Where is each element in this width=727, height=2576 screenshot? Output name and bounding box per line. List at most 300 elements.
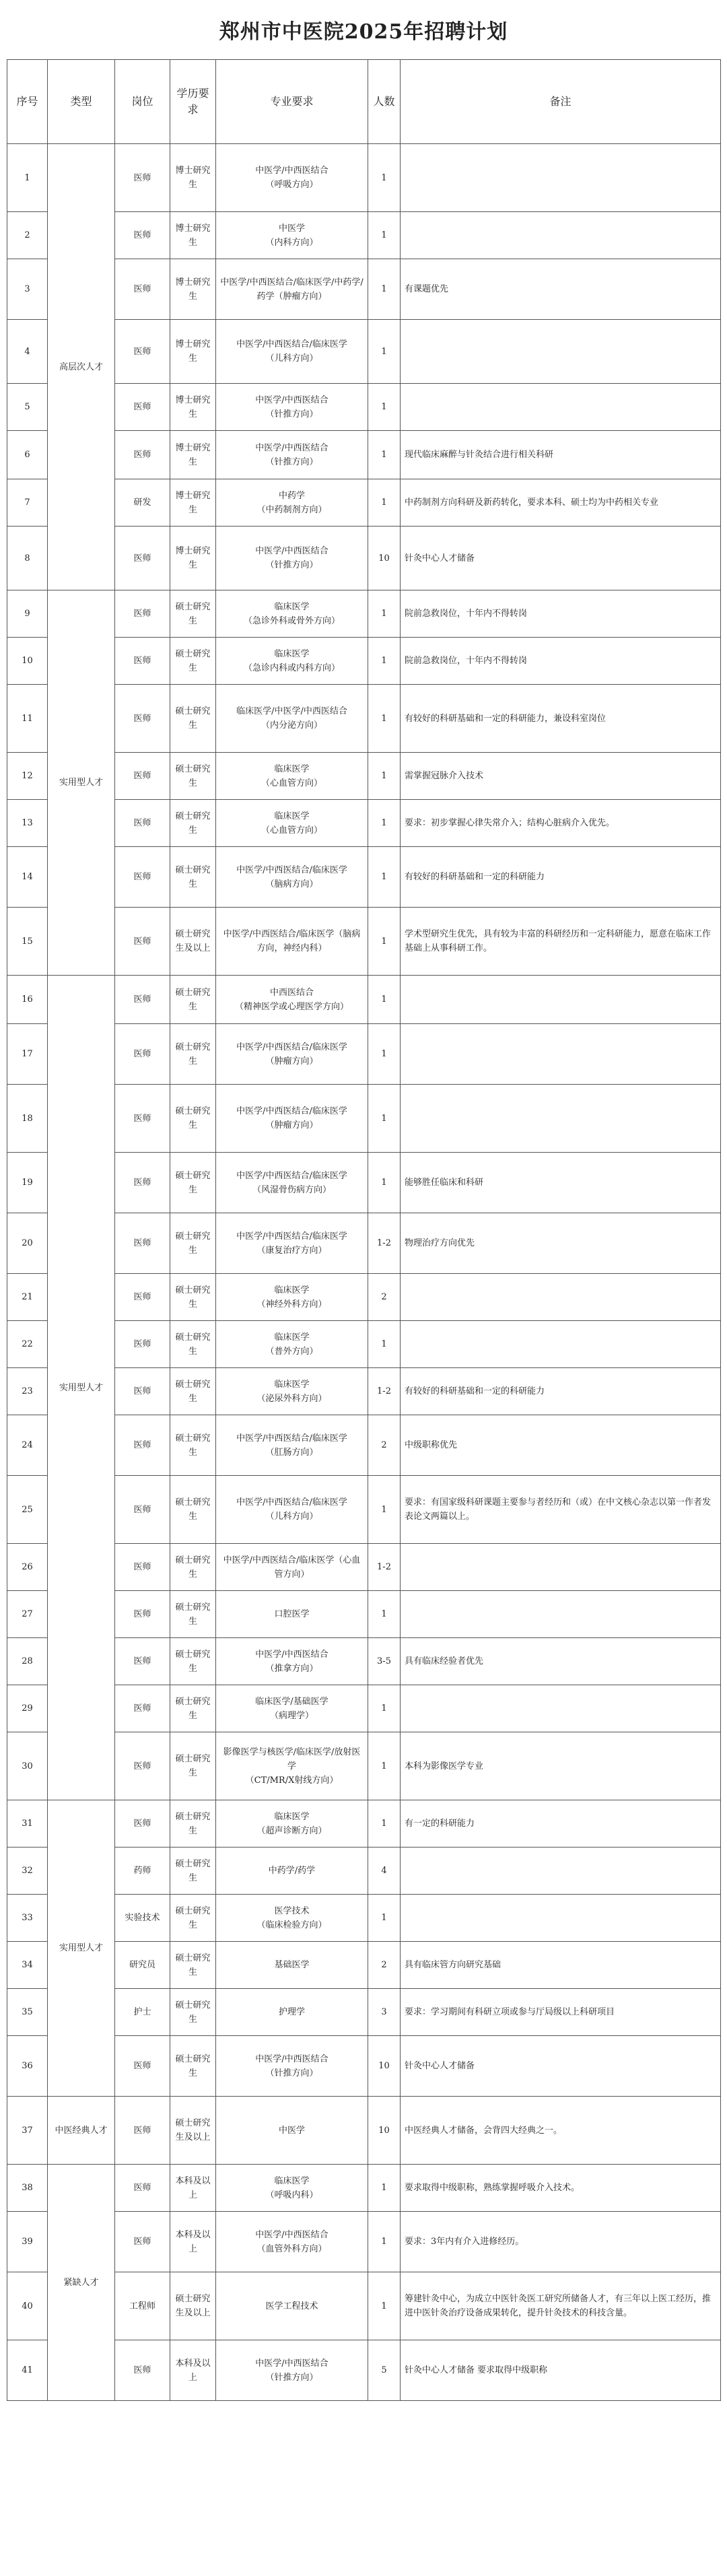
row-count: 1 bbox=[368, 384, 401, 431]
row-position: 医师 bbox=[115, 431, 170, 479]
major-line: 临床医学 bbox=[274, 1379, 310, 1390]
row-position: 医师 bbox=[115, 212, 170, 259]
major-line: 临床医学/基础医学 bbox=[255, 1696, 328, 1707]
row-note bbox=[401, 1685, 721, 1732]
row-note: 有较好的科研基础和一定的科研能力 bbox=[401, 847, 721, 908]
row-note bbox=[401, 1591, 721, 1638]
major-line: （针推方向） bbox=[265, 560, 318, 570]
row-note: 中医经典人才储备，会背四大经典之一。 bbox=[401, 2097, 721, 2165]
header-education: 学历要求 bbox=[170, 60, 216, 144]
major-line: （呼吸内科） bbox=[265, 2190, 318, 2200]
row-major bbox=[216, 1274, 368, 1321]
major-line: 中医学/中西医结合/临床医学 bbox=[236, 865, 347, 875]
major-line: （儿科方向） bbox=[265, 353, 318, 364]
row-note bbox=[401, 212, 721, 259]
page-title: 郑州市中医院2025年招聘计划 bbox=[219, 20, 508, 44]
row-major bbox=[216, 527, 368, 590]
row-education: 硕士研究生 bbox=[170, 1848, 216, 1895]
row-note bbox=[401, 976, 721, 1024]
row-education: 博士研究生 bbox=[170, 384, 216, 431]
row-count: 3-5 bbox=[368, 1638, 401, 1685]
row-seq: 11 bbox=[7, 685, 48, 753]
row-note: 物理治疗方向优先 bbox=[401, 1213, 721, 1274]
row-note: 有课题优先 bbox=[401, 259, 721, 320]
row-note: 有一定的科研能力 bbox=[401, 1800, 721, 1848]
row-major bbox=[216, 1476, 368, 1544]
row-education: 硕士研究生 bbox=[170, 1476, 216, 1544]
major-line: 中医学/中西医结合 bbox=[255, 2229, 328, 2240]
row-count: 1 bbox=[368, 590, 401, 638]
row-count: 1 bbox=[368, 2165, 401, 2212]
row-seq: 30 bbox=[7, 1732, 48, 1800]
row-seq: 10 bbox=[7, 638, 48, 685]
row-education: 博士研究生 bbox=[170, 212, 216, 259]
row-count: 5 bbox=[368, 2340, 401, 2401]
row-count: 10 bbox=[368, 2097, 401, 2165]
row-major bbox=[216, 384, 368, 431]
row-major bbox=[216, 1848, 368, 1895]
major-line: （内分泌方向） bbox=[261, 720, 322, 731]
row-major bbox=[216, 2272, 368, 2340]
row-note: 有较好的科研基础和一定的科研能力 bbox=[401, 1368, 721, 1415]
row-education: 硕士研究生 bbox=[170, 1942, 216, 1989]
row-position: 医师 bbox=[115, 2212, 170, 2272]
row-count: 1 bbox=[368, 638, 401, 685]
major-line: （超声诊断方向） bbox=[256, 1825, 327, 1836]
row-position: 医师 bbox=[115, 908, 170, 976]
row-seq: 33 bbox=[7, 1895, 48, 1942]
row-seq: 39 bbox=[7, 2212, 48, 2272]
row-note: 有较好的科研基础和一定的科研能力，兼设科室岗位 bbox=[401, 685, 721, 753]
major-line: （呼吸方向） bbox=[265, 180, 318, 190]
major-line: 中医学/中西医结合/临床医学 bbox=[236, 1042, 347, 1052]
major-line: 中医学/中西医结合/临床医学 bbox=[236, 1106, 347, 1116]
row-seq: 41 bbox=[7, 2340, 48, 2401]
major-line: 中医学/中西医结合/临床医学 bbox=[236, 1231, 347, 1242]
row-note: 需掌握冠脉介入技术 bbox=[401, 753, 721, 800]
row-education: 硕士研究生 bbox=[170, 1368, 216, 1415]
major-line: 基础医学 bbox=[274, 1960, 310, 1970]
row-major bbox=[216, 2097, 368, 2165]
row-position: 医师 bbox=[115, 1153, 170, 1213]
row-position: 医师 bbox=[115, 1274, 170, 1321]
row-note bbox=[401, 144, 721, 212]
row-major bbox=[216, 1591, 368, 1638]
row-education: 博士研究生 bbox=[170, 431, 216, 479]
row-count: 1 bbox=[368, 2212, 401, 2272]
row-note: 具有临床经验者优先 bbox=[401, 1638, 721, 1685]
row-count: 1 bbox=[368, 1591, 401, 1638]
row-seq: 24 bbox=[7, 1415, 48, 1476]
header-seq: 序号 bbox=[7, 60, 48, 144]
row-position: 医师 bbox=[115, 847, 170, 908]
row-note bbox=[401, 1848, 721, 1895]
row-education: 本科及以上 bbox=[170, 2165, 216, 2212]
table-row bbox=[7, 590, 721, 638]
recruitment-table bbox=[7, 59, 721, 2401]
row-seq: 2 bbox=[7, 212, 48, 259]
major-line: （风湿骨伤病方向） bbox=[252, 1184, 331, 1195]
row-education: 博士研究生 bbox=[170, 527, 216, 590]
major-line: （泌尿外科方向） bbox=[256, 1393, 327, 1404]
major-line: 医学工程技术 bbox=[265, 2301, 318, 2311]
row-seq: 8 bbox=[7, 527, 48, 590]
row-position: 医师 bbox=[115, 2097, 170, 2165]
row-education: 硕士研究生 bbox=[170, 590, 216, 638]
table-row bbox=[7, 2165, 721, 2212]
major-line: 中医学 bbox=[278, 2125, 305, 2136]
major-line: （中药制剂方向） bbox=[256, 504, 327, 515]
major-line: （肛肠方向） bbox=[265, 1447, 318, 1458]
major-line: （血管外科方向） bbox=[256, 2243, 327, 2254]
row-position: 医师 bbox=[115, 2165, 170, 2212]
row-education: 硕士研究生 bbox=[170, 1415, 216, 1476]
row-seq: 18 bbox=[7, 1085, 48, 1153]
row-note bbox=[401, 1085, 721, 1153]
row-position: 医师 bbox=[115, 527, 170, 590]
row-major bbox=[216, 1415, 368, 1476]
major-line: （神经外科方向） bbox=[256, 1299, 327, 1310]
major-line: （心血管方向） bbox=[261, 778, 322, 788]
row-count: 2 bbox=[368, 1942, 401, 1989]
major-line: 护理学 bbox=[278, 2007, 305, 2017]
row-count: 1 bbox=[368, 685, 401, 753]
row-seq: 23 bbox=[7, 1368, 48, 1415]
row-position: 研究员 bbox=[115, 1942, 170, 1989]
row-count: 1 bbox=[368, 753, 401, 800]
row-major bbox=[216, 908, 368, 976]
row-position: 护士 bbox=[115, 1989, 170, 2036]
row-note: 筹建针灸中心，为成立中医针灸医工研究所储备人才，有三年以上医工经历，推进中医针灸治疗设备成果转化，提升针灸技术的科技含量。 bbox=[401, 2272, 721, 2340]
row-category: 实用型人才 bbox=[48, 1800, 115, 2097]
row-position: 医师 bbox=[115, 384, 170, 431]
row-position: 医师 bbox=[115, 638, 170, 685]
row-major bbox=[216, 431, 368, 479]
row-seq: 36 bbox=[7, 2036, 48, 2097]
row-note bbox=[401, 384, 721, 431]
row-education: 硕士研究生 bbox=[170, 1213, 216, 1274]
row-seq: 34 bbox=[7, 1942, 48, 1989]
row-education: 博士研究生 bbox=[170, 144, 216, 212]
row-count: 1 bbox=[368, 1321, 401, 1368]
row-count: 1-2 bbox=[368, 1368, 401, 1415]
major-line: （临床检验方向） bbox=[256, 1920, 327, 1930]
header-category: 类型 bbox=[48, 60, 115, 144]
row-major bbox=[216, 1321, 368, 1368]
major-line: 中医学/中西医结合 bbox=[255, 2054, 328, 2064]
row-category: 实用型人才 bbox=[48, 976, 115, 1800]
row-seq: 3 bbox=[7, 259, 48, 320]
row-education: 博士研究生 bbox=[170, 259, 216, 320]
major-line: 影像医学与核医学/临床医学/放射医学 bbox=[223, 1747, 361, 1771]
row-major bbox=[216, 590, 368, 638]
row-position: 医师 bbox=[115, 1638, 170, 1685]
row-count: 10 bbox=[368, 527, 401, 590]
row-note bbox=[401, 1321, 721, 1368]
row-note: 要求取得中级职称，熟练掌握呼吸介入技术。 bbox=[401, 2165, 721, 2212]
row-education: 硕士研究生 bbox=[170, 2036, 216, 2097]
row-position: 医师 bbox=[115, 259, 170, 320]
row-note bbox=[401, 1544, 721, 1591]
row-seq: 22 bbox=[7, 1321, 48, 1368]
row-position: 医师 bbox=[115, 1685, 170, 1732]
row-note: 要求：有国家级科研课题主要参与者经历和（或）在中文核心杂志以第一作者发表论文两篇以上。 bbox=[401, 1476, 721, 1544]
major-line: （康复治疗方向） bbox=[256, 1245, 327, 1256]
row-major bbox=[216, 479, 368, 527]
row-position: 医师 bbox=[115, 1321, 170, 1368]
row-count: 1 bbox=[368, 800, 401, 847]
row-major bbox=[216, 1544, 368, 1591]
major-line: （推拿方向） bbox=[265, 1663, 318, 1674]
row-position: 工程师 bbox=[115, 2272, 170, 2340]
row-count: 1 bbox=[368, 1153, 401, 1213]
row-count: 1 bbox=[368, 259, 401, 320]
row-seq: 7 bbox=[7, 479, 48, 527]
row-count: 1 bbox=[368, 212, 401, 259]
row-count: 1 bbox=[368, 1476, 401, 1544]
row-seq: 38 bbox=[7, 2165, 48, 2212]
row-education: 硕士研究生 bbox=[170, 800, 216, 847]
row-position: 医师 bbox=[115, 1085, 170, 1153]
row-note: 学术型研究生优先，具有较为丰富的科研经历和一定科研能力，愿意在临床工作基础上从事科研工作。 bbox=[401, 908, 721, 976]
major-line: 中医学/中西医结合 bbox=[255, 2358, 328, 2369]
row-seq: 35 bbox=[7, 1989, 48, 2036]
row-education: 本科及以上 bbox=[170, 2340, 216, 2401]
row-note bbox=[401, 1274, 721, 1321]
row-count: 1 bbox=[368, 431, 401, 479]
row-education: 硕士研究生 bbox=[170, 638, 216, 685]
table-row bbox=[7, 2097, 721, 2165]
row-major bbox=[216, 976, 368, 1024]
row-education: 硕士研究生 bbox=[170, 1544, 216, 1591]
row-position: 医师 bbox=[115, 1732, 170, 1800]
row-note bbox=[401, 1024, 721, 1085]
row-position: 医师 bbox=[115, 1800, 170, 1848]
row-seq: 19 bbox=[7, 1153, 48, 1213]
row-major bbox=[216, 320, 368, 384]
row-category: 中医经典人才 bbox=[48, 2097, 115, 2165]
row-count: 1 bbox=[368, 1685, 401, 1732]
row-major bbox=[216, 2212, 368, 2272]
row-count: 1 bbox=[368, 144, 401, 212]
row-note: 针灸中心人才储备 bbox=[401, 2036, 721, 2097]
row-note: 要求：学习期间有科研立项或参与厅局级以上科研项目 bbox=[401, 1989, 721, 2036]
major-line: （内科方向） bbox=[265, 237, 318, 248]
major-line: 临床医学 bbox=[274, 1285, 310, 1295]
row-note: 要求：3年内有介入进修经历。 bbox=[401, 2212, 721, 2272]
major-line: 中医学/中西医结合 bbox=[255, 166, 328, 176]
row-seq: 32 bbox=[7, 1848, 48, 1895]
header-position: 岗位 bbox=[115, 60, 170, 144]
major-line: 中医学/中西医结合 bbox=[255, 1649, 328, 1660]
row-count: 2 bbox=[368, 1274, 401, 1321]
major-line: 临床医学 bbox=[274, 811, 310, 821]
row-major bbox=[216, 1685, 368, 1732]
major-line: （病理学） bbox=[269, 1710, 314, 1721]
row-note: 具有临床管方向研究基础 bbox=[401, 1942, 721, 1989]
row-major bbox=[216, 2340, 368, 2401]
row-seq: 21 bbox=[7, 1274, 48, 1321]
row-position: 医师 bbox=[115, 753, 170, 800]
row-seq: 29 bbox=[7, 1685, 48, 1732]
row-education: 硕士研究生 bbox=[170, 1274, 216, 1321]
row-position: 医师 bbox=[115, 144, 170, 212]
major-line: 医学技术 bbox=[274, 1905, 310, 1916]
major-line: （急诊内科或内科方向） bbox=[243, 663, 340, 673]
row-category: 实用型人才 bbox=[48, 590, 115, 976]
row-major bbox=[216, 2036, 368, 2097]
row-position: 医师 bbox=[115, 1368, 170, 1415]
row-seq: 17 bbox=[7, 1024, 48, 1085]
major-line: 中医学 bbox=[278, 223, 305, 234]
row-count: 1 bbox=[368, 1800, 401, 1848]
row-seq: 25 bbox=[7, 1476, 48, 1544]
table-row bbox=[7, 976, 721, 1024]
row-position: 医师 bbox=[115, 1476, 170, 1544]
row-seq: 1 bbox=[7, 144, 48, 212]
row-education: 硕士研究生 bbox=[170, 1895, 216, 1942]
major-line: （精神医学或心理医学方向） bbox=[234, 1001, 349, 1012]
major-line: （CT/MR/X射线方向） bbox=[245, 1775, 339, 1786]
major-line: （针推方向） bbox=[265, 2068, 318, 2078]
row-education: 硕士研究生 bbox=[170, 1024, 216, 1085]
major-line: 中医学/中西医结合/临床医学 bbox=[236, 1433, 347, 1444]
table-row bbox=[7, 1800, 721, 1848]
row-education: 硕士研究生 bbox=[170, 1085, 216, 1153]
row-seq: 13 bbox=[7, 800, 48, 847]
row-count: 1 bbox=[368, 1895, 401, 1942]
major-line: （肿瘤方向） bbox=[265, 1120, 318, 1130]
row-education: 硕士研究生 bbox=[170, 685, 216, 753]
major-line: （针推方向） bbox=[265, 409, 318, 419]
row-major bbox=[216, 1942, 368, 1989]
row-major bbox=[216, 1800, 368, 1848]
major-line: （心血管方向） bbox=[261, 825, 322, 836]
row-education: 硕士研究生 bbox=[170, 1989, 216, 2036]
row-education: 博士研究生 bbox=[170, 479, 216, 527]
row-count: 1 bbox=[368, 2272, 401, 2340]
table-header-row bbox=[7, 60, 721, 144]
row-seq: 37 bbox=[7, 2097, 48, 2165]
row-education: 硕士研究生 bbox=[170, 976, 216, 1024]
row-note: 针灸中心人才储备 bbox=[401, 527, 721, 590]
row-major bbox=[216, 1085, 368, 1153]
row-seq: 31 bbox=[7, 1800, 48, 1848]
row-seq: 12 bbox=[7, 753, 48, 800]
row-count: 1 bbox=[368, 320, 401, 384]
row-education: 硕士研究生 bbox=[170, 1732, 216, 1800]
row-major bbox=[216, 212, 368, 259]
table-row bbox=[7, 144, 721, 212]
major-line: （普外方向） bbox=[265, 1346, 318, 1357]
row-education: 硕士研究生及以上 bbox=[170, 2272, 216, 2340]
row-education: 硕士研究生 bbox=[170, 1638, 216, 1685]
header-note: 备注 bbox=[401, 60, 721, 144]
row-education: 硕士研究生 bbox=[170, 847, 216, 908]
major-line: （脑病方向） bbox=[265, 879, 318, 889]
row-count: 1 bbox=[368, 479, 401, 527]
row-seq: 20 bbox=[7, 1213, 48, 1274]
row-note: 中级职称优先 bbox=[401, 1415, 721, 1476]
row-major bbox=[216, 800, 368, 847]
row-seq: 4 bbox=[7, 320, 48, 384]
row-position: 医师 bbox=[115, 1415, 170, 1476]
row-position: 药师 bbox=[115, 1848, 170, 1895]
row-note: 现代临床麻醉与针灸结合进行相关科研 bbox=[401, 431, 721, 479]
row-count: 10 bbox=[368, 2036, 401, 2097]
major-line: 临床医学 bbox=[274, 1332, 310, 1343]
row-seq: 40 bbox=[7, 2272, 48, 2340]
row-major bbox=[216, 1638, 368, 1685]
row-major bbox=[216, 1213, 368, 1274]
row-major bbox=[216, 1368, 368, 1415]
row-major bbox=[216, 1989, 368, 2036]
major-line: 口腔医学 bbox=[274, 1609, 310, 1619]
row-major bbox=[216, 638, 368, 685]
row-seq: 27 bbox=[7, 1591, 48, 1638]
row-major bbox=[216, 1895, 368, 1942]
row-note: 院前急救岗位，十年内不得转岗 bbox=[401, 590, 721, 638]
row-major bbox=[216, 847, 368, 908]
row-major bbox=[216, 685, 368, 753]
row-note: 要求：初步掌握心律失常介入；结构心脏病介入优先。 bbox=[401, 800, 721, 847]
row-education: 硕士研究生及以上 bbox=[170, 908, 216, 976]
row-education: 硕士研究生 bbox=[170, 1685, 216, 1732]
major-line: 中医学/中西医结合/临床医学（心血管方向） bbox=[223, 1555, 361, 1580]
major-line: 中医学/中西医结合 bbox=[255, 395, 328, 405]
row-position: 医师 bbox=[115, 2340, 170, 2401]
row-seq: 15 bbox=[7, 908, 48, 976]
row-major bbox=[216, 1153, 368, 1213]
row-note: 能够胜任临床和科研 bbox=[401, 1153, 721, 1213]
row-education: 博士研究生 bbox=[170, 320, 216, 384]
row-count: 1-2 bbox=[368, 1544, 401, 1591]
row-position: 医师 bbox=[115, 685, 170, 753]
row-education: 硕士研究生 bbox=[170, 1591, 216, 1638]
row-note: 本科为影像医学专业 bbox=[401, 1732, 721, 1800]
major-line: （针推方向） bbox=[265, 456, 318, 467]
row-major bbox=[216, 1024, 368, 1085]
row-seq: 16 bbox=[7, 976, 48, 1024]
row-major bbox=[216, 259, 368, 320]
row-education: 硕士研究生 bbox=[170, 1153, 216, 1213]
row-category: 紧缺人才 bbox=[48, 2165, 115, 2401]
row-major bbox=[216, 753, 368, 800]
major-line: （急诊外科或骨外方向） bbox=[243, 615, 340, 626]
row-position: 医师 bbox=[115, 320, 170, 384]
row-count: 1 bbox=[368, 847, 401, 908]
row-note: 中药制剂方向科研及新药转化，要求本科、硕士均为中药相关专业 bbox=[401, 479, 721, 527]
major-line: 临床医学 bbox=[274, 1811, 310, 1822]
major-line: 中药学 bbox=[278, 490, 305, 501]
row-seq: 9 bbox=[7, 590, 48, 638]
row-count: 1 bbox=[368, 1085, 401, 1153]
row-position: 医师 bbox=[115, 1591, 170, 1638]
major-line: 中药学/药学 bbox=[268, 1866, 316, 1876]
row-education: 硕士研究生 bbox=[170, 753, 216, 800]
row-major bbox=[216, 2165, 368, 2212]
header-count: 人数 bbox=[368, 60, 401, 144]
row-count: 4 bbox=[368, 1848, 401, 1895]
major-line: 中医学/中西医结合/临床医学/中药学/药学（肿瘤方向） bbox=[220, 277, 364, 302]
major-line: 中医学/中西医结合 bbox=[255, 442, 328, 453]
row-seq: 26 bbox=[7, 1544, 48, 1591]
major-line: 临床医学 bbox=[274, 2175, 310, 2186]
row-position: 医师 bbox=[115, 1213, 170, 1274]
major-line: （肿瘤方向） bbox=[265, 1056, 318, 1066]
major-line: 中西医结合 bbox=[269, 987, 314, 998]
row-note: 院前急救岗位，十年内不得转岗 bbox=[401, 638, 721, 685]
